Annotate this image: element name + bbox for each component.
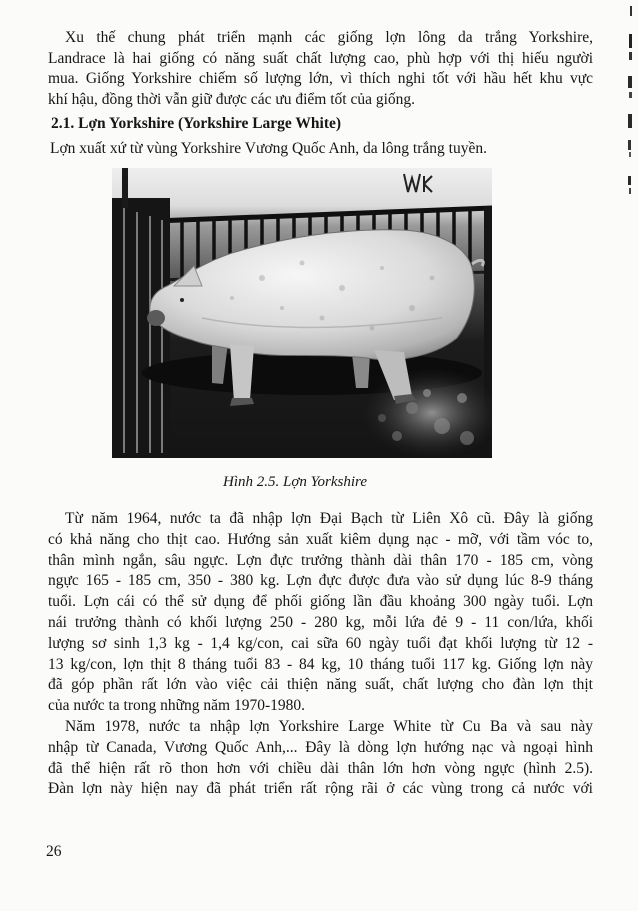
text-line: Đàn lợn này hiện nay đã phát triển rất rộng rãi ở các vùng trong cả nước với xyxy=(48,780,593,798)
text-line: thân mình ngắn, sâu ngực. Lợn đực trưởng thành dài thân 170 - 185 cm, vòng xyxy=(48,551,593,569)
text-line: Xu thế chung phát triển mạnh các giống lợn lông da trắng Yorkshire, xyxy=(65,29,593,46)
text-line: lượng sơ sinh 1,3 kg - 1,4 kg/con, cai sữa 60 ngày tuổi đạt khối lượng từ 12 - xyxy=(48,634,593,652)
text-line: khí hậu, đồng thời vẫn giữ được các ưu điểm tốt của giống. xyxy=(48,90,416,108)
pig-photo xyxy=(112,168,492,458)
intro-paragraph xyxy=(48,28,593,110)
page-number: 26 xyxy=(46,843,62,860)
text-line: đã thể hiện rất rõ thon hơn với chiều dài thân lớn hơn vòng ngực (hình 2.5). xyxy=(48,759,593,777)
text-line: đã góp phần rất lớn vào việc cải thiện năng suất, chất lượng cho đàn lợn thịt xyxy=(48,676,593,694)
text-line: của nước ta trong những năm 1970-1980. xyxy=(48,697,306,715)
history-1978-paragraph xyxy=(48,717,593,800)
origin-sentence: Lợn xuất xứ từ vùng Yorkshire Vương Quốc Anh, da lông trắng tuyền. xyxy=(50,140,487,157)
section-heading: 2.1. Lợn Yorkshire (Yorkshire Large White) xyxy=(51,115,342,132)
text-line: ngực 165 - 185 cm, 350 - 380 kg. Lợn đực được đưa vào sử dụng lúc 8-9 tháng xyxy=(48,572,593,590)
text-line: mua. Giống Yorkshire chiếm số lượng lớn, vì thích nghi tốt với hầu hết khu vực xyxy=(48,70,593,88)
text-line: nhập từ Canada, Vương Quốc Anh,... Đây là dòng lợn hướng nạc và ngoại hình xyxy=(48,738,593,756)
text-line: 13 kg/con, lợn thịt 8 tháng tuổi 83 - 84 kg, 10 tháng tuổi 117 kg. Giống lợn này xyxy=(48,655,593,673)
text-line: nái trưởng thành có khối lượng 250 - 280 kg, mỗi lứa đẻ 9 - 11 con/lứa, khối xyxy=(48,613,593,631)
text-line: Năm 1978, nước ta nhập lợn Yorkshire Large White từ Cu Ba và sau này xyxy=(65,718,593,735)
figure-caption: Hình 2.5. Lợn Yorkshire xyxy=(222,474,367,490)
text-line: Landrace là hai giống có năng suất chất lượng cao, phù hợp với thị hiếu người xyxy=(48,49,593,67)
text-line: có khả năng cho thịt cao. Hướng sản xuất kiêm dụng nạc - mỡ, với tầm vóc to, xyxy=(48,530,593,548)
history-1964-paragraph xyxy=(48,509,593,717)
scan-edge-marks xyxy=(616,0,636,215)
text-line: Từ năm 1964, nước ta đã nhập lợn Đại Bạch từ Liên Xô cũ. Đây là giống xyxy=(65,510,593,527)
text-line: tuổi. Lợn cái có thể sử dụng để phối giống lần đầu khoảng 300 ngày tuổi. Lợn xyxy=(48,593,593,611)
